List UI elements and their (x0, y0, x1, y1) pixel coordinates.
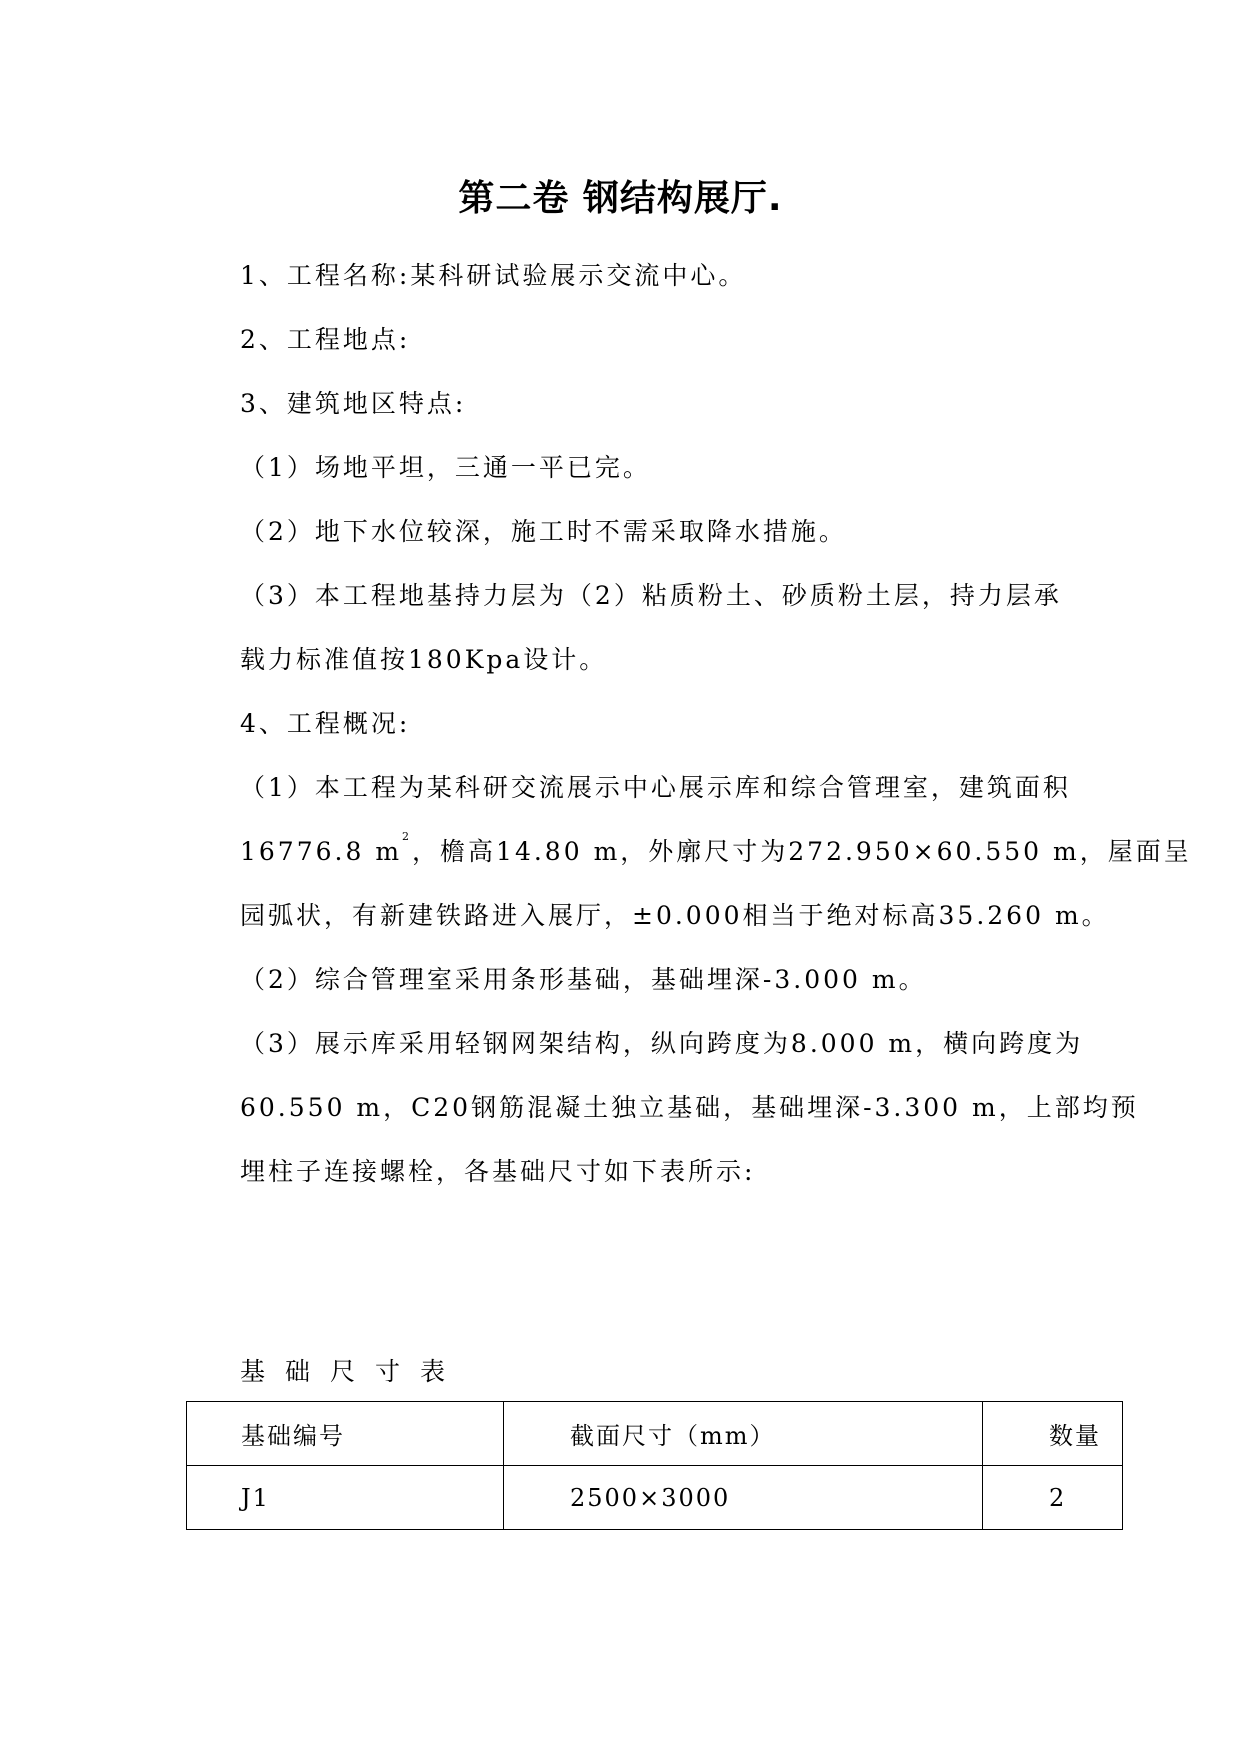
text-line: （2）综合管理室采用条形基础，基础埋深-3.000 m。 (240, 965, 927, 994)
superscript: 2 (402, 830, 413, 843)
text-line: （3）展示库采用轻钢网架结构，纵向跨度为8.000 m，横向跨度为 (240, 1029, 1084, 1058)
foundation-size-table (186, 1401, 1123, 1530)
text-line: （3）本工程地基持力层为（2）粘质粉土、砂质粉土层，持力层承 (240, 581, 1062, 610)
table-row (187, 1466, 1123, 1530)
text-line: 埋柱子连接螺栓，各基础尺寸如下表所示: (240, 1157, 756, 1186)
area-continuation: ，檐高14.80 m，外廓尺寸为272.950×60.550 m，屋面呈 (412, 837, 1192, 866)
header-cell: 基础编号 (187, 1402, 504, 1466)
text-line: 60.550 m，C20钢筋混凝土独立基础，基础埋深-3.300 m，上部均预 (240, 1093, 1139, 1122)
text-line: 3、建筑地区特点: (240, 389, 467, 418)
table-caption: 基础尺寸表 (240, 1357, 466, 1386)
header-cell: 数量 (983, 1402, 1123, 1466)
table-cell: 2 (983, 1466, 1123, 1530)
table-cell: J1 (187, 1466, 504, 1530)
text-line: 1、工程名称:某科研试验展示交流中心。 (240, 261, 747, 290)
text-line: 4、工程概况: (240, 709, 411, 738)
text-line: 载力标准值按180Kpa设计。 (240, 645, 608, 674)
text-line: （1）本工程为某科研交流展示中心展示库和综合管理室，建筑面积 (240, 773, 1071, 802)
text-line: （2）地下水位较深，施工时不需采取降水措施。 (240, 517, 847, 546)
text-line: （1）场地平坦，三通一平已完。 (240, 453, 651, 482)
text-line: 2、工程地点: (240, 325, 411, 354)
text-line: 园弧状，有新建铁路进入展厅，±0.000相当于绝对标高35.260 m。 (240, 901, 1110, 930)
header-cell: 截面尺寸（mm） (504, 1402, 983, 1466)
text-line-area (240, 832, 1192, 868)
table-cell: 2500×3000 (504, 1466, 983, 1530)
table-header-row (187, 1402, 1123, 1466)
area-value: 16776.8 m (240, 837, 403, 866)
page-title: 第二卷 钢结构展厅. (458, 178, 783, 219)
